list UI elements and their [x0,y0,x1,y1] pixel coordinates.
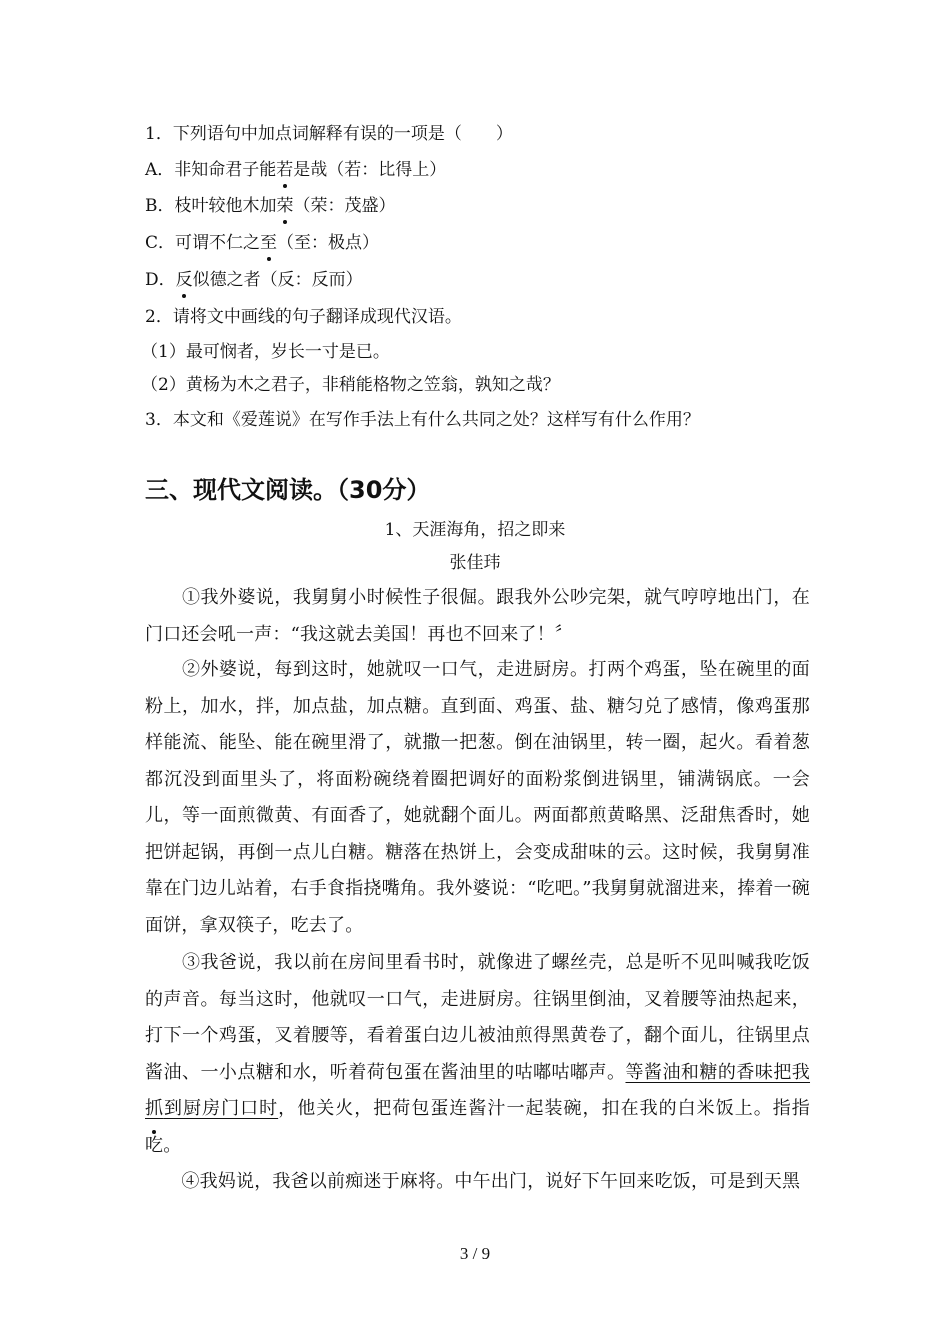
emphasis-dot-char: 若 [276,160,294,180]
article-title: 1、天涯海角，招之即来 [384,520,566,540]
option-a: A．非知命君子能若是哉（若：比得上） [145,160,447,180]
question-2: 2．请将文中画线的句子翻译成现代汉语。 [145,307,462,327]
question-1-stem: 1．下列语句中加点词解释有误的一项是（ ） [145,124,513,144]
option-c: C．可谓不仁之至（至：极点） [145,233,380,253]
emphasis-dot-char: 抓 [145,1091,163,1128]
option-b: B．枝叶较他木加荣（荣：茂盛） [145,196,396,216]
section-heading: 三、现代文阅读。（30分） [145,476,431,504]
question-3: 3．本文和《爱莲说》在写作手法上有什么共同之处？这样写有什么作用？ [145,410,700,430]
paragraph-1: ①我外婆说，我舅舅小时候性子很倔。跟我外公吵完架，就气哼哼地出门，在门口还会吼一声：“我这就去美国！再也不回来了！〞 [145,587,810,645]
question-1 [145,122,513,146]
paragraph-2: ②外婆说，每到这时，她就叹一口气，走进厨房。打两个鸡蛋，坠在碗里的面粉上，加水，拌，加点盐，加点糖。直到面、鸡蛋、盐、糖匀兑了感情，像鸡蛋那样能流、能坠、能在碗里滑了，就撒一把葱。倒在油锅里，转一圈，起火。看着葱都沉没到面里头了，将面粉碗绕着圈把调好的面粉浆倒进锅里，铺满锅底。一会儿，等一面煎微黄、有面香了，她就翻个面儿。两面都煎黄略黑、泛甜焦香时，她把饼起锅，再倒一点儿白糖。糖落在热饼上，会变成甜味的云。这时候，我舅舅准靠在门边儿站着，右手食指挠嘴角。我外婆说：“吃吧。”我舅舅就溜进来，捧着一碗面饼，拿双筷子，吃去了。 [145,659,811,936]
emphasis-dot-char: 反 [175,270,193,290]
underlined-sentence: 等酱油和糖的香味把我 [625,1061,811,1083]
underlined-sentence: 到厨房门口时 [163,1098,279,1119]
question-2-part-2: （2）黄杨为木之君子，非稍能格物之笠翁，孰知之哉？ [141,375,560,395]
page-number: 3 / 9 [459,1244,491,1263]
question-2-part-1: （1）最可悯者，岁长一寸是已。 [141,342,390,362]
paragraph-4: ④我妈说，我爸以前痴迷于麻将。中午出门，说好下午回来吃饭，可是到天黑 [145,1171,801,1192]
emphasis-dot-char: 荣 [276,196,294,216]
option-d: D．反似德之者（反：反而） [145,270,363,290]
paragraph-3: ③我爸说，我以前在房间里看书时，就像进了螺丝壳，总是听不见叫喊我吃饭的声音。每当这时，他就叹一口气，走进厨房。往锅里倒油，叉着腰等油热起来，打下一个鸡蛋，叉着腰等，看着蛋白边儿被油煎得黑黄卷了，翻个面儿，往锅里点酱油、一小点糖和水，听着荷包蛋在酱油里的咕嘟咕嘟声。等酱油和糖的香味把我抓到厨房门口时，他关火，把荷包蛋连酱汁一起装碗，扣在我的白米饭上。指指吃。 [145,952,811,1156]
emphasis-dot-char: 至 [260,233,278,253]
article-author: 张佳玮 [449,553,501,573]
